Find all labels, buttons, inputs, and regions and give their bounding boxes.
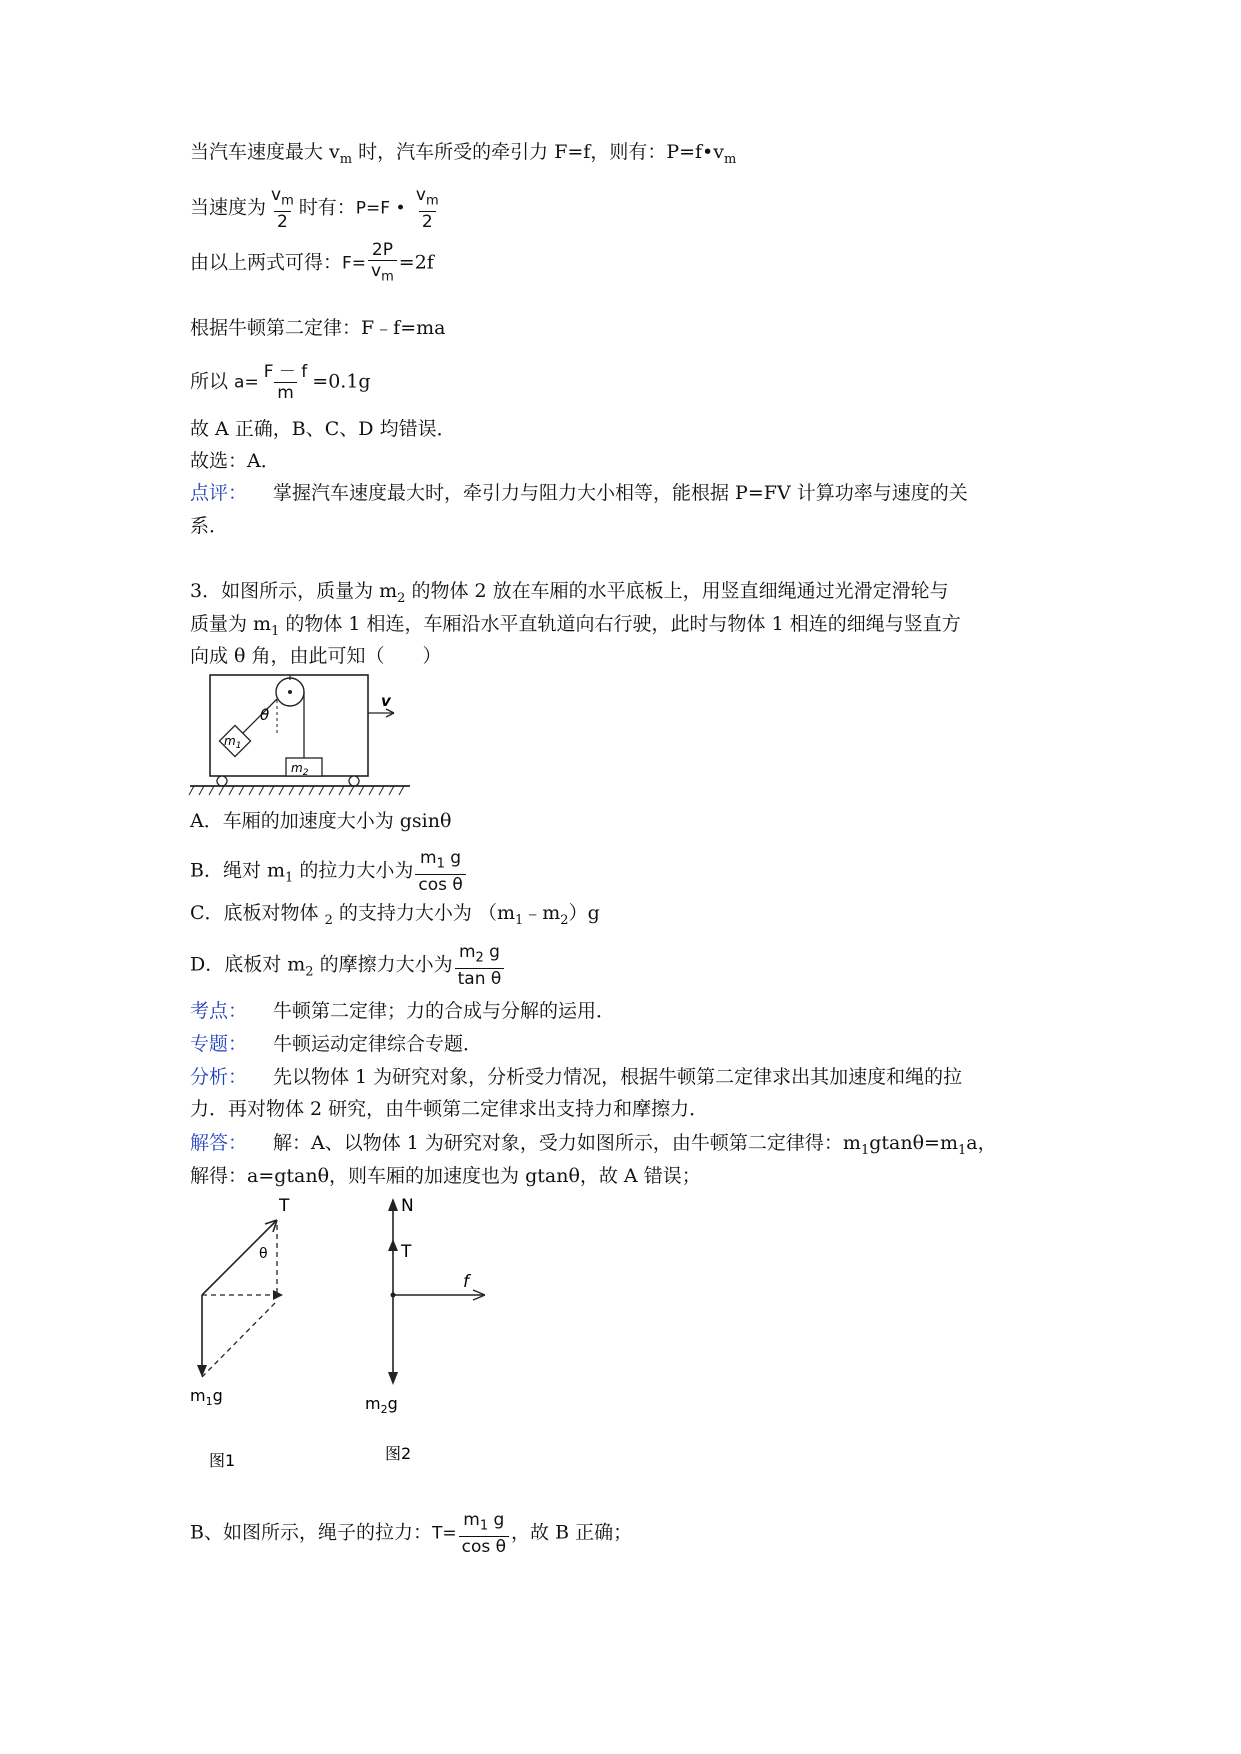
fig1-caption: 图1	[209, 1451, 236, 1470]
arrow-head-icon	[388, 1198, 398, 1211]
solution-line-5: 所以 a= $\frac{F - f}{m}$ =0.1g	[190, 362, 371, 403]
fig1-theta-label: θ	[259, 1246, 268, 1262]
m1-label: $m_1$	[224, 734, 242, 751]
fraction: $\frac{m_1 g}{\text{cos θ}}$	[415, 848, 465, 895]
jieda-label: 解答：	[190, 1132, 248, 1154]
m2-label: $m_2$	[291, 761, 309, 778]
arrow-head-icon	[388, 1239, 398, 1251]
arrow-head-icon	[197, 1365, 207, 1377]
fraction: $\frac{F - f}{m}$	[263, 362, 308, 403]
fraction: $\frac{v_m}{2}$	[415, 185, 439, 233]
fig2-mg-label: $m_2g$	[365, 1394, 398, 1416]
comment-line: 点评： 掌握汽车速度最大时，牵引力与阻力大小相等，能根据 P=FV 计算功率与速度的关	[190, 482, 968, 504]
fig2-caption: 图2	[385, 1444, 412, 1463]
fraction: $\frac{v_m}{2}$	[271, 185, 294, 233]
cart-figure	[188, 672, 412, 798]
kaodian-label: 考点：	[190, 1000, 248, 1022]
arrow-head-icon	[273, 1290, 283, 1300]
fenxi-label: 分析：	[190, 1066, 248, 1088]
solution-line-4: 根据牛顿第二定律：F﹣f=ma	[190, 317, 446, 339]
option-b: B．绳对 $m_1$ 的拉力大小为 $\frac{m_1 g}{\text{cos θ}}$	[190, 848, 468, 895]
comment-label: 点评：	[190, 482, 248, 504]
fraction: $\frac{2P}{v_m}$	[368, 240, 397, 287]
zhuanti-line: 专题： 牛顿运动定律综合专题．	[190, 1033, 483, 1055]
v-label: v	[381, 692, 391, 710]
solution-line-2: 当速度为 $\frac{v_m}{2}$ 时有：P=F • $\frac{v_m}{2}$	[190, 185, 444, 232]
wheel-icon	[217, 776, 227, 786]
option-a: A．车厢的加速度大小为 gsinθ	[190, 810, 452, 832]
solution-line-7: 故选：A．	[190, 450, 280, 472]
comment-line-2: 系．	[190, 515, 229, 537]
jieda-line: 解答： 解：A、以物体 1 为研究对象，受力如图所示，由牛顿第二定律得：$m_1gtan\theta=m_1a$，	[190, 1132, 997, 1158]
jieda-line-2: 解得：a=gtanθ，则车厢的加速度也为 gtanθ，故 A 错误；	[190, 1165, 701, 1187]
fig2-f-label: f	[463, 1272, 469, 1292]
arrow-head-icon	[388, 1372, 398, 1385]
fenxi-line-2: 力．再对物体 2 研究，由牛顿第二定律求出支持力和摩擦力．	[190, 1098, 709, 1120]
question-line-1: 3．如图所示，质量为 $m_2$ 的物体 2 放在车厢的水平底板上，用竖直细绳通过光滑定滑轮与	[190, 580, 949, 606]
fig1-t-label: T	[279, 1196, 290, 1216]
force-diagram	[185, 1195, 515, 1480]
solution-line-1: 当汽车速度最大 $v_m$ 时，汽车所受的牵引力 F=f，则有：$P=f•v_m$	[190, 141, 737, 167]
zhuanti-label: 专题：	[190, 1033, 248, 1055]
answer-b-line: B、如图所示，绳子的拉力：T= $\frac{m_1 g}{\text{cos θ}}$ ，故 B 正确；	[190, 1510, 633, 1558]
question-line-3: 向成 θ 角，由此可知（ ）	[190, 645, 442, 667]
question-line-2: 质量为 $m_1$ 的物体 1 相连，车厢沿水平直轨道向右行驶，此时与物体 1 相连的细绳与竖直方	[190, 613, 961, 639]
fig1-mg-label: $m_1g$	[190, 1386, 223, 1408]
option-c: C．底板对物体 $_2$ 的支持力大小为 $(m_1﹣m_2)g$	[190, 902, 600, 928]
theta-label: θ	[260, 706, 270, 724]
fig2-t-label: T	[401, 1242, 412, 1262]
solution-line-6: 故 A 正确，B、C、D 均错误．	[190, 418, 456, 440]
solution-line-3: 由以上两式可得：F= $\frac{2P}{v_m}$ =2f	[190, 240, 434, 287]
fraction: $\frac{m_2 g}{\text{tan θ}}$	[455, 942, 505, 989]
ground-hatching	[189, 786, 404, 795]
fig2-n-label: N	[401, 1196, 414, 1216]
fraction: $\frac{m_1 g}{\text{cos θ}}$	[459, 1510, 509, 1557]
option-d: D．底板对 $m_2$ 的摩擦力大小为 $\frac{m_2 g}{\text{tan θ}}$	[190, 942, 506, 989]
kaodian-line: 考点： 牛顿第二定律；力的合成与分解的运用．	[190, 1000, 616, 1022]
fenxi-line: 分析： 先以物体 1 为研究对象，分析受力情况，根据牛顿第二定律求出其加速度和绳的拉	[190, 1066, 963, 1088]
wheel-icon	[349, 776, 359, 786]
